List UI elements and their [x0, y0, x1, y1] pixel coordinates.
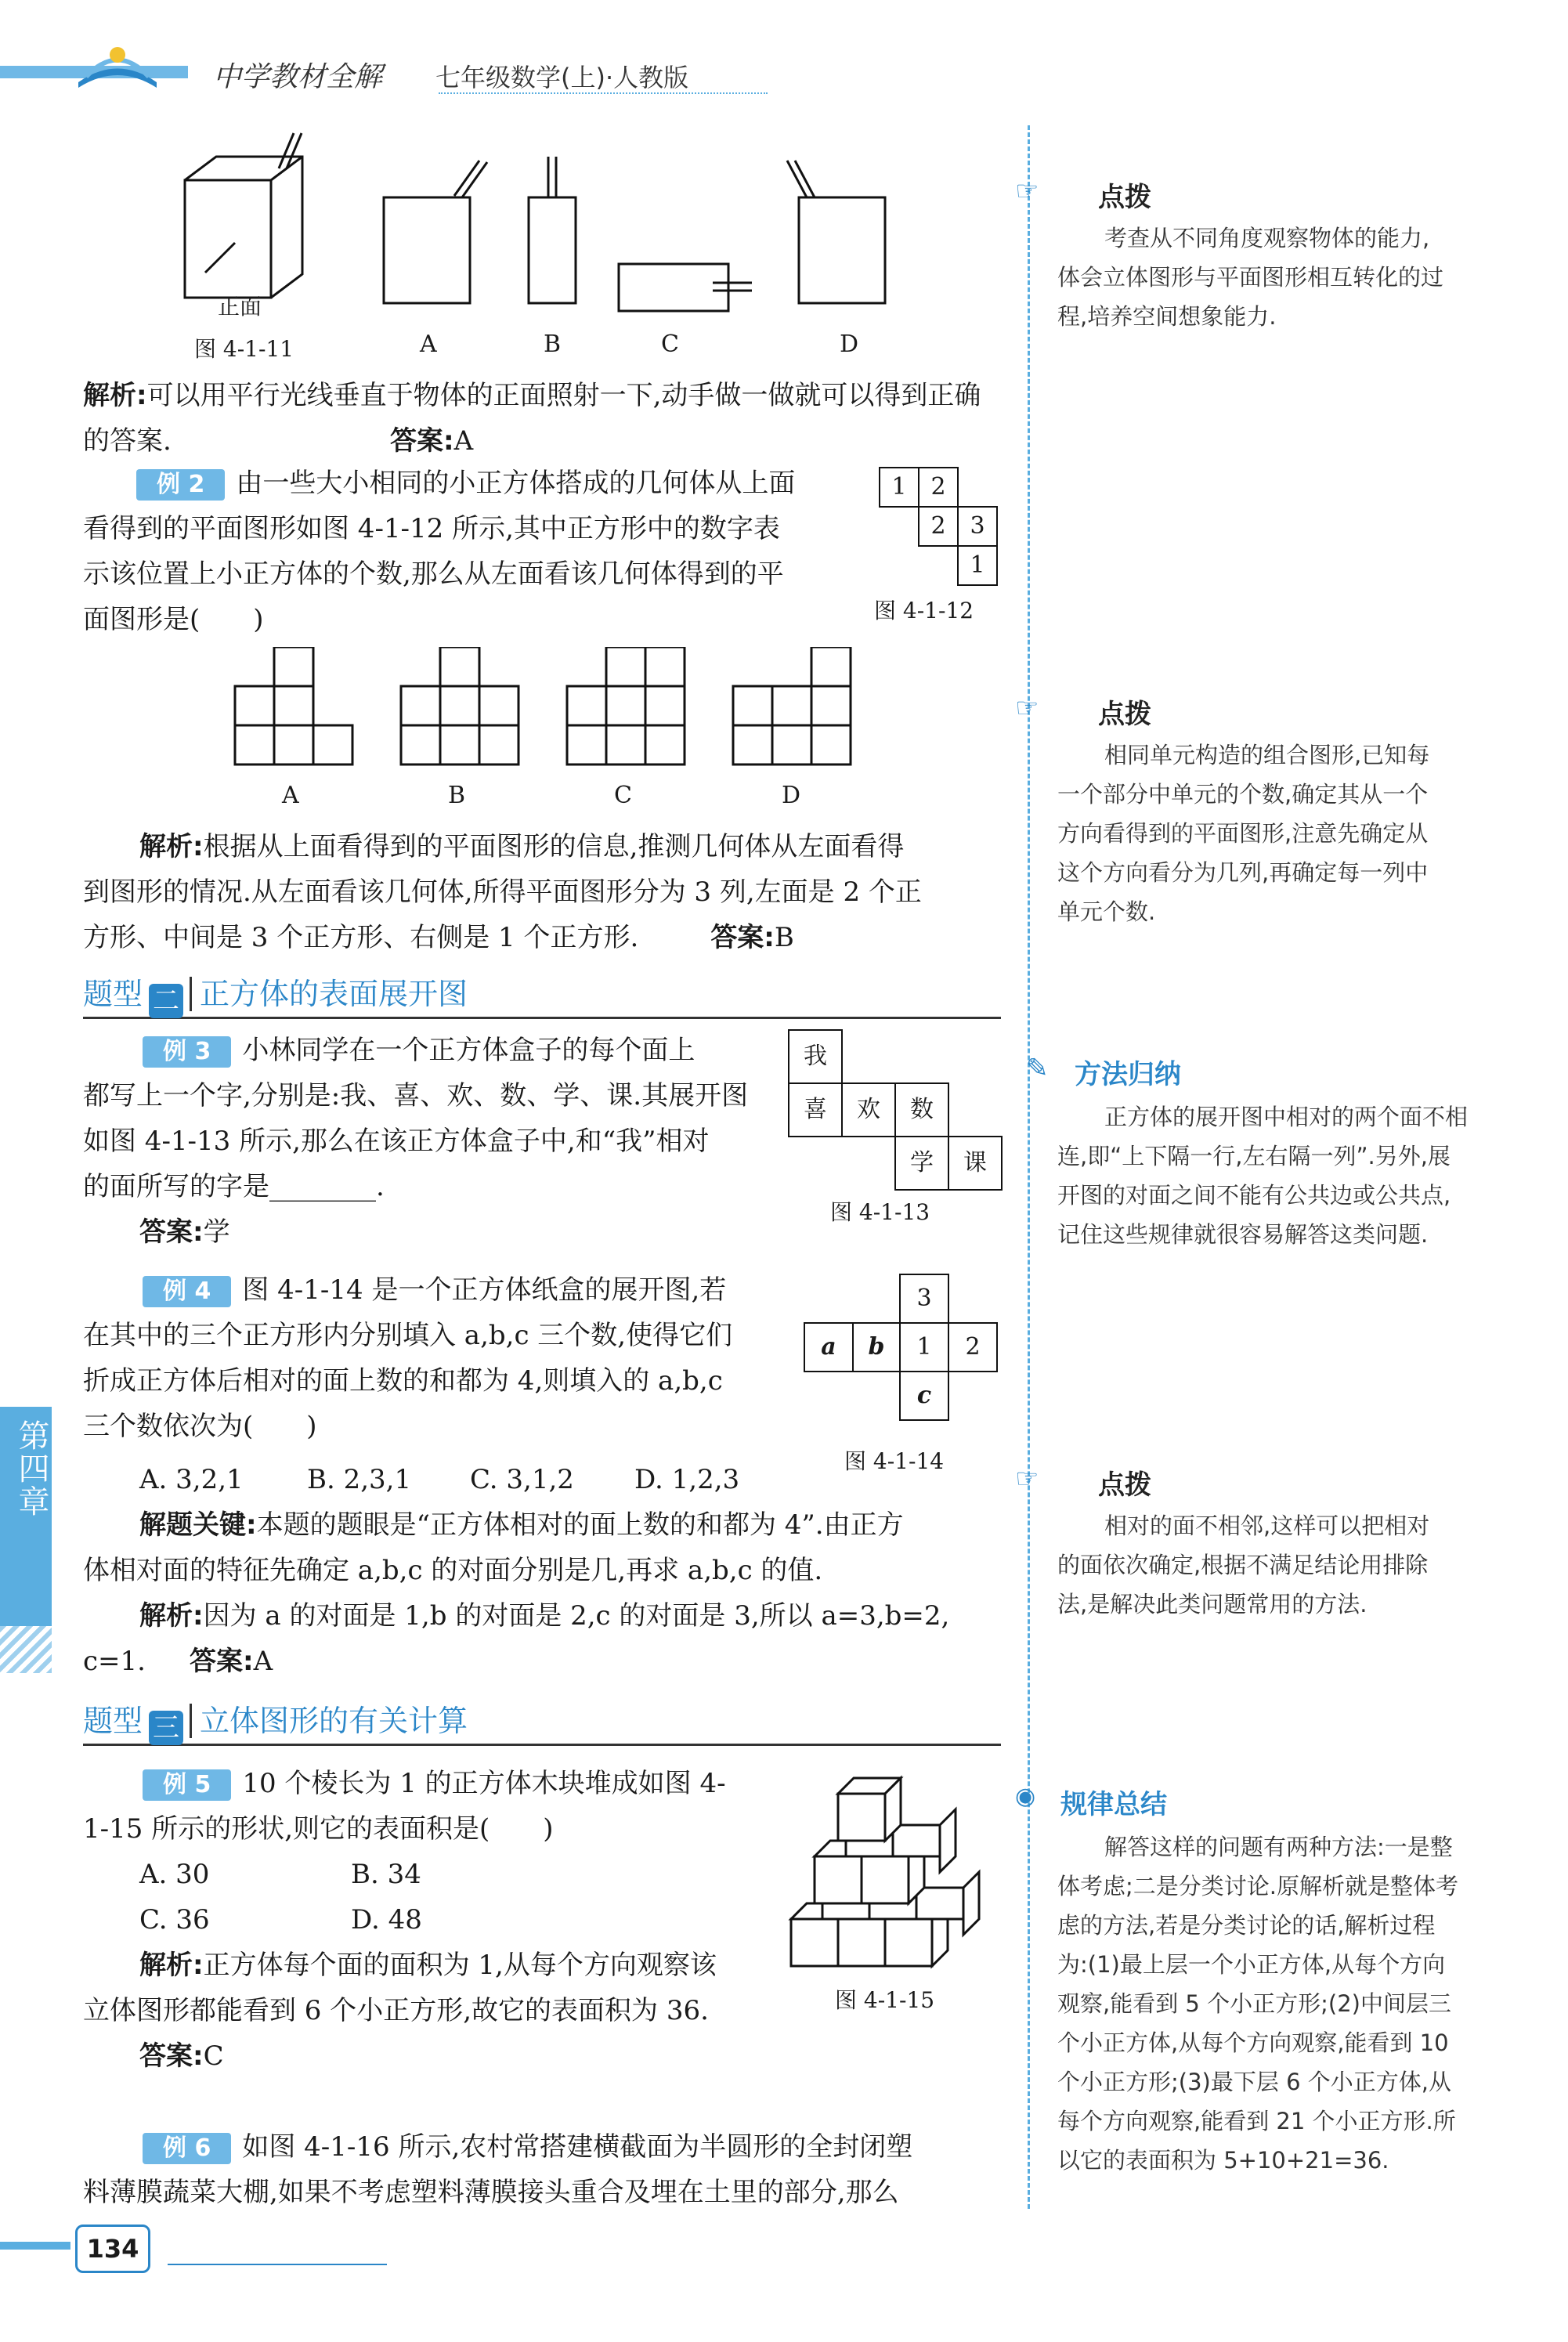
- text-line: 1-15 所示的形状,则它的表面积是( ): [83, 1813, 554, 1845]
- note-line: 考查从不同角度观察物体的能力,: [1104, 225, 1430, 251]
- analysis-label: 解析:: [83, 380, 147, 411]
- answer-value: A: [253, 1646, 273, 1677]
- note-title: 方法归纳: [1075, 1059, 1181, 1090]
- note-line: 开图的对面之间不能有公共边或公共点,: [1057, 1182, 1451, 1209]
- note-line: 法,是解决此类问题常用的方法.: [1057, 1591, 1367, 1617]
- section-number: 二: [149, 984, 183, 1018]
- answer-label: 答案:: [390, 425, 454, 457]
- example-2-analysis: [83, 824, 1015, 960]
- option-label-a: A: [282, 782, 299, 809]
- example-2-text: [83, 461, 874, 642]
- note-line: 相对的面不相邻,这样可以把相对: [1104, 1513, 1430, 1539]
- answer-value: 学: [203, 1216, 230, 1248]
- note-line: 个小正方体,从每个方向观察,能看到 10: [1057, 2029, 1449, 2056]
- text-line: 方形、中间是 3 个正方形、右侧是 1 个正方形.: [83, 922, 639, 953]
- cube-stack-drawing: [783, 1762, 1010, 1974]
- text-line: 的面所写的字是________.: [83, 1171, 385, 1202]
- note-line: 单元个数.: [1057, 898, 1156, 925]
- note-line: 正方体的展开图中相对的两个面不相: [1104, 1104, 1469, 1130]
- note-line: 程,培养空间想象能力.: [1057, 303, 1277, 330]
- note-line: 一个部分中单元的个数,确定其从一个: [1057, 781, 1429, 808]
- note-line: 连,即“上下隔一行,左右隔一列”.另外,展: [1057, 1143, 1451, 1169]
- grid-cell: 1: [879, 467, 919, 508]
- example-badge: 例 3: [143, 1036, 231, 1068]
- section-title: 正方体的表面展开图: [190, 977, 468, 1011]
- text-line: 图 4-1-14 是一个正方体纸盒的展开图,若: [242, 1274, 727, 1306]
- example-5-text: [83, 1761, 788, 2079]
- answer-value: C: [203, 2040, 224, 2072]
- note-line: 个小正方形;(3)最下层 6 个小正方体,从: [1057, 2069, 1451, 2095]
- note-line: 记住这些规律就很容易解答这类问题.: [1057, 1221, 1429, 1248]
- example-2-options: [227, 647, 854, 819]
- text-line: 立体图形都能看到 6 个小正方形,故它的表面积为 36.: [83, 1995, 709, 2026]
- footer-stripe: [0, 2242, 70, 2250]
- note-line: 的面依次确定,根据不满足结论用排除: [1057, 1552, 1429, 1578]
- net-cell: 欢: [841, 1082, 896, 1137]
- choice-c: C. 36: [139, 1904, 210, 1935]
- page-number: 134: [75, 2225, 150, 2273]
- net-cell: a: [804, 1322, 854, 1372]
- section-title: 立体图形的有关计算: [190, 1704, 468, 1738]
- example-badge: 例 4: [143, 1276, 231, 1307]
- option-label-c: C: [614, 782, 632, 809]
- note-line: 以它的表面积为 5+10+21=36.: [1057, 2147, 1389, 2174]
- book-logo-icon: [70, 39, 164, 94]
- option-label-d: D: [840, 331, 859, 358]
- summary-icon: ◉: [1015, 1783, 1036, 1810]
- note-line: 每个方向观察,能看到 21 个小正方形.所: [1057, 2108, 1456, 2134]
- sidebar-note-4: [1015, 1463, 1485, 1624]
- note-line: 为:(1)最上层一个小正方体,从每个方向: [1057, 1951, 1446, 1978]
- grid-cell: 1: [957, 545, 998, 586]
- footer-line: [168, 2264, 387, 2265]
- figure-4-1-12: [874, 467, 1004, 631]
- header-dotted-line: [439, 92, 768, 94]
- note-line: 方向看得到的平面图形,注意先确定从: [1057, 820, 1429, 847]
- analysis-label: 解析:: [139, 831, 204, 862]
- figure-4-1-11-drawing: [172, 125, 956, 329]
- analysis-text: 可以用平行光线垂直于物体的正面照射一下,动手做一做就可以得到正确的答案.: [83, 380, 981, 457]
- note-title: 点拨: [1098, 1469, 1151, 1501]
- note-line: 体会立体图形与平面图形相互转化的过: [1057, 264, 1444, 291]
- net-cell: 学: [894, 1136, 949, 1191]
- text-line: 根据从上面看得到的平面图形的信息,推测几何体从左面看得: [203, 831, 905, 862]
- figure-caption: 图 4-1-11: [194, 336, 294, 362]
- chapter-tab: [0, 1407, 52, 1626]
- net-cell: c: [899, 1371, 949, 1421]
- header-title: 中学教材全解: [213, 61, 383, 93]
- text-line: 本题的题眼是“正方体相对的面上数的和都为 4”.由正方: [256, 1509, 904, 1541]
- answer-label: 答案:: [139, 2040, 204, 2072]
- choice-b: B. 2,3,1: [307, 1464, 412, 1495]
- section-heading-2: [83, 970, 1001, 1019]
- figure-caption: 图 4-1-15: [835, 1987, 935, 2013]
- figure-caption: 图 4-1-12: [874, 598, 974, 623]
- method-icon: ✎: [1026, 1053, 1049, 1084]
- example-badge: 例 5: [143, 1769, 231, 1801]
- net-cell: 数: [894, 1082, 949, 1137]
- net-cell: 课: [948, 1136, 1003, 1191]
- option-label-d: D: [782, 782, 801, 809]
- text-line: 料薄膜蔬菜大棚,如果不考虑塑料薄膜接头重合及埋在土里的部分,那么: [83, 2177, 899, 2208]
- text-line: 小林同学在一个正方体盒子的每个面上: [242, 1035, 695, 1066]
- answer-label: 答案:: [139, 1216, 204, 1248]
- note-title: 点拨: [1098, 699, 1151, 730]
- note-line: 相同单元构造的组合图形,已知每: [1104, 742, 1430, 768]
- choice-a: A. 30: [139, 1859, 210, 1890]
- choice-d: D. 48: [351, 1904, 422, 1935]
- answer-label: 答案:: [710, 922, 775, 953]
- example-3-text: [83, 1028, 788, 1255]
- text-line: 因为 a 的对面是 1,b 的对面是 2,c 的对面是 3,所以 a=3,b=2,: [203, 1600, 950, 1632]
- option-label-b: B: [544, 331, 562, 358]
- sidebar-note-1: [1015, 175, 1485, 336]
- chapter-tab-label: 第四章: [13, 1419, 49, 1518]
- note-line: 解答这样的问题有两种方法:一是整: [1104, 1834, 1453, 1860]
- figure-4-1-11: [172, 125, 956, 360]
- text-line: 示该位置上小正方体的个数,那么从左面看该几何体得到的平: [83, 558, 784, 590]
- answer-value: B: [774, 922, 794, 953]
- example-badge: 例 2: [136, 469, 225, 501]
- example-4-choices: [139, 1457, 844, 1502]
- answer-value: A: [453, 425, 474, 457]
- note-line: 这个方向看分为几列,再确定每一列中: [1057, 859, 1429, 886]
- text-line: 都写上一个字,分别是:我、喜、欢、数、学、课.其展开图: [83, 1080, 749, 1111]
- example-badge: 例 6: [143, 2133, 231, 2164]
- text-line: 三个数依次为( ): [83, 1411, 317, 1442]
- sidebar-note-3: [1026, 1053, 1496, 1254]
- text-line: 正方体每个面的面积为 1,从每个方向观察该: [203, 1950, 717, 1981]
- note-title: 点拨: [1098, 182, 1151, 213]
- figure-4-1-15: [783, 1762, 1018, 2021]
- front-face-label: 正面: [218, 294, 262, 320]
- analysis-label: 解析:: [139, 1950, 204, 1981]
- figure-caption: 图 4-1-13: [830, 1199, 930, 1225]
- grid-cell: 2: [918, 506, 959, 547]
- example-4-key: [83, 1502, 1015, 1684]
- option-label-b: B: [448, 782, 466, 809]
- figure-caption: 图 4-1-14: [844, 1448, 945, 1474]
- net-cell: 我: [788, 1029, 843, 1084]
- note-line: 虑的方法,若是分类讨论的话,解析过程: [1057, 1912, 1436, 1939]
- choice-a: A. 3,2,1: [139, 1464, 244, 1495]
- answer-label: 答案:: [189, 1646, 254, 1677]
- example-6-text: [83, 2124, 1015, 2215]
- q1-answer: [390, 418, 473, 464]
- pointing-hand-icon: ☞: [1015, 175, 1039, 207]
- q1-analysis: [83, 373, 1007, 464]
- pointing-hand-icon: ☞: [1015, 692, 1039, 724]
- choice-b: B. 34: [351, 1859, 421, 1890]
- option-label-c: C: [661, 331, 679, 358]
- example-4-text: [83, 1267, 811, 1449]
- header-bar: [0, 47, 1568, 94]
- text-line: c=1.: [83, 1646, 146, 1677]
- analysis-label: 解析:: [139, 1600, 204, 1632]
- net-cell: 喜: [788, 1082, 843, 1137]
- options-drawing: [227, 647, 854, 772]
- sidebar-note-5: [1015, 1783, 1501, 2180]
- section-prefix: 题型: [83, 1704, 143, 1738]
- note-title: 规律总结: [1060, 1789, 1167, 1820]
- option-label-a: A: [420, 331, 437, 358]
- grid-cell: 3: [957, 506, 998, 547]
- text-line: 如图 4-1-16 所示,农村常搭建横截面为半圆形的全封闭塑: [242, 2131, 913, 2163]
- note-line: 观察,能看到 5 个小正方形;(2)中间层三: [1057, 1990, 1451, 2017]
- net-cell: b: [852, 1322, 901, 1372]
- note-line: 体考虑;二是分类讨论.原解析就是整体考: [1057, 1873, 1458, 1899]
- net-cell: 1: [899, 1322, 949, 1372]
- choice-c: C. 3,1,2: [470, 1464, 574, 1495]
- key-label: 解题关键:: [139, 1509, 257, 1541]
- sidebar-note-2: [1015, 692, 1485, 931]
- chapter-tab-stripes: [0, 1626, 52, 1673]
- section-prefix: 题型: [83, 977, 143, 1011]
- pointing-hand-icon: ☞: [1015, 1463, 1039, 1494]
- header-subtitle: 七年级数学(上)·人教版: [435, 63, 689, 92]
- net-cell: 2: [948, 1322, 998, 1372]
- figure-4-1-14: [804, 1274, 1010, 1485]
- net-cell: 3: [899, 1274, 949, 1324]
- text-line: 在其中的三个正方形内分别填入 a,b,c 三个数,使得它们: [83, 1320, 733, 1351]
- figure-4-1-13: [788, 1029, 1007, 1241]
- text-line: 面图形是( ): [83, 604, 264, 635]
- grid-cell: 2: [918, 467, 959, 508]
- text-line: 如图 4-1-13 所示,那么在该正方体盒子中,和“我”相对: [83, 1126, 710, 1157]
- text-line: 折成正方体后相对的面上数的和都为 4,则填入的 a,b,c: [83, 1365, 723, 1397]
- text-line: 由一些大小相同的小正方体搭成的几何体从上面: [236, 468, 796, 499]
- text-line: 体相对面的特征先确定 a,b,c 的对面分别是几,再求 a,b,c 的值.: [83, 1555, 823, 1586]
- choice-d: D. 1,2,3: [634, 1464, 740, 1495]
- text-line: 到图形的情况.从左面看该几何体,所得平面图形分为 3 列,左面是 2 个正: [83, 876, 922, 908]
- text-line: 看得到的平面图形如图 4-1-12 所示,其中正方形中的数字表: [83, 513, 780, 544]
- section-number: 三: [149, 1711, 183, 1745]
- section-heading-3: [83, 1697, 1001, 1746]
- text-line: 10 个棱长为 1 的正方体木块堆成如图 4-: [242, 1768, 726, 1799]
